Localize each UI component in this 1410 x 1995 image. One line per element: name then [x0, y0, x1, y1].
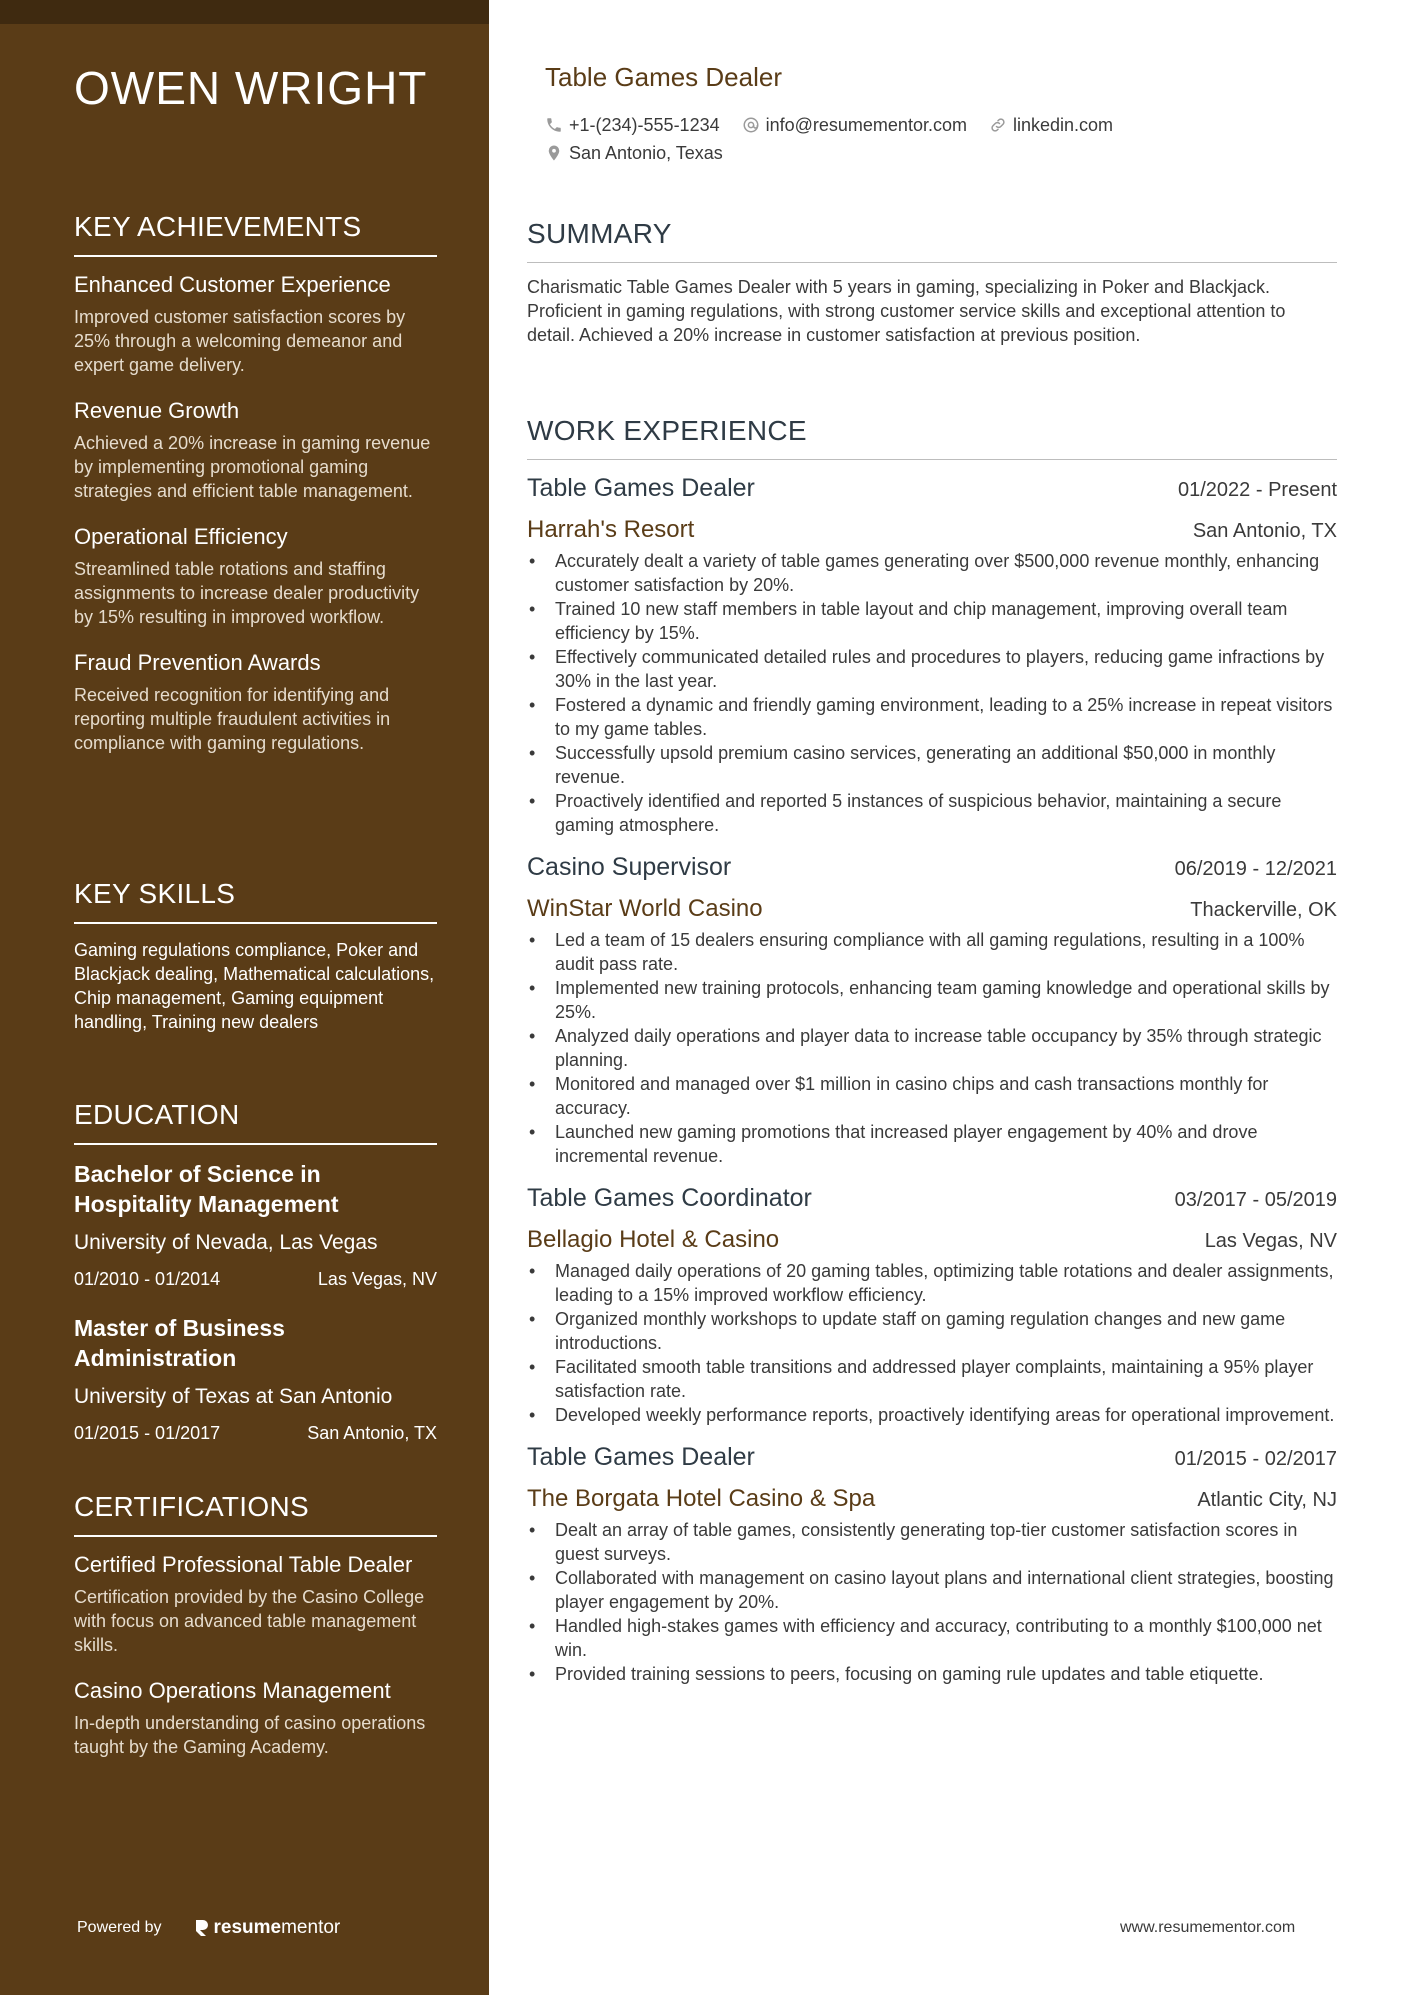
achievement-item: [74, 397, 437, 503]
certification-item: [74, 1551, 437, 1657]
brand-light: mentor: [281, 1917, 341, 1938]
location-text: San Antonio, Texas: [569, 142, 723, 163]
job-bullet: • Analyzed daily operations and player data to increase table occupancy by 35% through strategic planning.: [527, 1024, 1337, 1072]
contact-linkedin[interactable]: [989, 115, 1113, 136]
brand-logo[interactable]: [194, 1917, 341, 1939]
summary-section: [527, 218, 1337, 347]
job-dates: 01/2022 - Present: [1178, 479, 1337, 501]
achievement-desc: Received recognition for identifying and reporting multiple fraudulent activities in compliance with gaming regulations.: [74, 685, 391, 753]
education-meta: [74, 1267, 437, 1291]
work-heading: WORK EXPERIENCE: [527, 415, 1337, 460]
job-dates: 06/2019 - 12/2021: [1174, 858, 1337, 880]
job-location: Thackerville, OK: [1190, 899, 1337, 921]
job-bullets: [527, 1259, 1337, 1427]
skills-list: Gaming regulations compliance, Poker and Blackjack dealing, Mathematical calculations, Chip management, Gaming equipment handling, Training new dealers: [74, 940, 435, 1032]
achievements-section: [74, 211, 437, 775]
job-bullet: • Proactively identified and reported 5 instances of suspicious behavior, maintaining a secure gaming atmosphere.: [527, 789, 1337, 837]
job-bullet: • Collaborated with management on casino layout plans and international client strategies, boosting player engagement by 20%.: [527, 1566, 1337, 1614]
education-school: University of Texas at San Antonio: [74, 1385, 393, 1408]
job-location: San Antonio, TX: [1192, 520, 1337, 542]
job-location: Las Vegas, NV: [1204, 1230, 1337, 1252]
achievement-desc: Improved customer satisfaction scores by 25% through a welcoming demeanor and expert game delivery.: [74, 307, 406, 375]
skills-heading: KEY SKILLS: [74, 878, 437, 924]
certification-desc: Certification provided by the Casino College with focus on advanced table management skills.: [74, 1587, 425, 1655]
job-role: Table Games Dealer: [527, 474, 755, 502]
job-role: Table Games Dealer: [527, 1443, 755, 1471]
achievement-title: Operational Efficiency: [74, 524, 288, 549]
certification-title: Casino Operations Management: [74, 1678, 391, 1703]
location-pin-icon: [545, 143, 563, 163]
job-dates: 01/2015 - 02/2017: [1174, 1448, 1337, 1470]
job-bullets: [527, 549, 1337, 837]
education-location: Las Vegas, NV: [317, 1269, 437, 1289]
job-bullet: • Launched new gaming promotions that increased player engagement by 40% and drove incremental revenue.: [527, 1120, 1337, 1168]
work-section: [527, 415, 1337, 1700]
linkedin-text: linkedin.com: [1012, 114, 1114, 135]
education-meta: [74, 1421, 437, 1445]
job-entry: [527, 1182, 1337, 1427]
job-company: The Borgata Hotel Casino & Spa: [527, 1485, 876, 1512]
job-bullet: • Organized monthly workshops to update staff on gaming regulation changes and new game introductions.: [527, 1307, 1337, 1355]
job-entry: [527, 1441, 1337, 1686]
job-role: Casino Supervisor: [527, 853, 732, 881]
powered-by-label: Powered by: [77, 1919, 162, 1936]
education-degree: Master of Business Administration: [74, 1315, 285, 1371]
job-bullet: • Trained 10 new staff members in table layout and chip management, improving overall team efficiency by 15%.: [527, 597, 1337, 645]
education-degree: Bachelor of Science in Hospitality Management: [74, 1161, 339, 1217]
certification-desc: In-depth understanding of casino operations taught by the Gaming Academy.: [74, 1713, 426, 1757]
at-icon: [742, 116, 760, 134]
certification-title: Certified Professional Table Dealer: [74, 1552, 413, 1577]
achievement-desc: Achieved a 20% increase in gaming revenue by implementing promotional gaming strategies and efficient table management.: [74, 433, 431, 501]
brand-bold: resume: [213, 1917, 282, 1938]
education-section: [74, 1099, 437, 1467]
sidebar-top-strip: [0, 0, 489, 24]
email-text: info@resumementor.com: [765, 114, 967, 135]
achievement-title: Fraud Prevention Awards: [74, 650, 321, 675]
job-bullet: • Managed daily operations of 20 gaming tables, optimizing table rotations and dealer assignments, leading to a 15% improved workflow efficiency.: [527, 1259, 1337, 1307]
sidebar: [0, 0, 489, 1995]
job-dates: 03/2017 - 05/2019: [1174, 1189, 1337, 1211]
job-bullet: • Effectively communicated detailed rules and procedures to players, reducing game infractions by 30% in the last year.: [527, 645, 1337, 693]
phone-text: +1-(234)-555-1234: [569, 114, 720, 135]
job-bullet: • Facilitated smooth table transitions and addressed player complaints, maintaining a 95% player satisfaction rate.: [527, 1355, 1337, 1403]
achievement-item: [74, 271, 437, 377]
job-bullet: • Implemented new training protocols, enhancing team gaming knowledge and operational skills by 25%.: [527, 976, 1337, 1024]
sidebar-content: [74, 58, 437, 1757]
powered-by: [77, 1917, 340, 1939]
education-item: [74, 1313, 437, 1445]
contact-phone[interactable]: [545, 115, 720, 136]
website-link[interactable]: www.resumementor.com: [1120, 1919, 1296, 1936]
job-company: Bellagio Hotel & Casino: [527, 1226, 780, 1253]
contact-row: [545, 112, 1335, 138]
achievement-item: [74, 523, 437, 629]
job-bullet: • Dealt an array of table games, consistently generating top-tier customer satisfaction scores in guest surveys.: [527, 1518, 1337, 1566]
summary-text: Charismatic Table Games Dealer with 5 years in gaming, specializing in Poker and Blackjack. Proficient in gaming regulations, with strong customer service skills and exceptional attention to detail. Achieved a 20% increase in customer satisfaction at previous position.: [527, 277, 1286, 345]
achievement-title: Revenue Growth: [74, 398, 240, 423]
phone-icon: [545, 116, 563, 134]
education-school: University of Nevada, Las Vegas: [74, 1231, 378, 1254]
certification-item: [74, 1677, 437, 1759]
skills-section: [74, 878, 437, 1034]
job-bullet: • Developed weekly performance reports, proactively identifying areas for operational improvement.: [527, 1403, 1337, 1427]
education-location: San Antonio, TX: [307, 1423, 437, 1443]
achievement-item: [74, 649, 437, 755]
job-bullet: • Monitored and managed over $1 million in casino chips and cash transactions monthly for accuracy.: [527, 1072, 1337, 1120]
education-item: [74, 1159, 437, 1291]
job-bullets: [527, 928, 1337, 1168]
job-company: Harrah's Resort: [527, 516, 695, 543]
candidate-name: OWEN WRIGHT: [74, 62, 428, 114]
job-bullet: • Handled high-stakes games with efficiency and accuracy, contributing to a monthly $100,000 net win.: [527, 1614, 1337, 1662]
contact-row: [545, 140, 1335, 166]
job-role: Table Games Coordinator: [527, 1184, 812, 1212]
education-dates: 01/2015 - 01/2017: [74, 1423, 221, 1443]
resumementor-logo-icon: [194, 1918, 210, 1938]
job-bullets: [527, 1518, 1337, 1686]
job-company: WinStar World Casino: [527, 895, 763, 922]
job-bullet: • Successfully upsold premium casino services, generating an additional $50,000 in monthly revenue.: [527, 741, 1337, 789]
job-location: Atlantic City, NJ: [1197, 1489, 1337, 1511]
certifications-heading: CERTIFICATIONS: [74, 1491, 437, 1537]
achievement-desc: Streamlined table rotations and staffing assignments to increase dealer productivity by 15% resulting in improved workflow.: [74, 559, 420, 627]
link-icon: [989, 116, 1007, 134]
job-bullet: • Fostered a dynamic and friendly gaming environment, leading to a 25% increase in repeat visitors to my game tables.: [527, 693, 1337, 741]
contact-email[interactable]: [742, 115, 967, 136]
achievements-heading: KEY ACHIEVEMENTS: [74, 211, 437, 257]
contact-info: [545, 112, 1335, 168]
certifications-section: [74, 1491, 437, 1779]
summary-heading: SUMMARY: [527, 218, 1337, 263]
job-entry: [527, 472, 1337, 837]
education-dates: 01/2010 - 01/2014: [74, 1269, 221, 1289]
headline-title: Table Games Dealer: [545, 62, 782, 92]
contact-location: [545, 143, 723, 164]
job-bullet: • Accurately dealt a variety of table games generating over $500,000 revenue monthly, enhancing customer satisfaction by 20%.: [527, 549, 1337, 597]
job-bullet: • Provided training sessions to peers, focusing on gaming rule updates and table etiquette.: [527, 1662, 1337, 1686]
job-bullet: • Led a team of 15 dealers ensuring compliance with all gaming regulations, resulting in a 100% audit pass rate.: [527, 928, 1337, 976]
job-entry: [527, 851, 1337, 1168]
education-heading: EDUCATION: [74, 1099, 437, 1145]
achievement-title: Enhanced Customer Experience: [74, 272, 391, 297]
